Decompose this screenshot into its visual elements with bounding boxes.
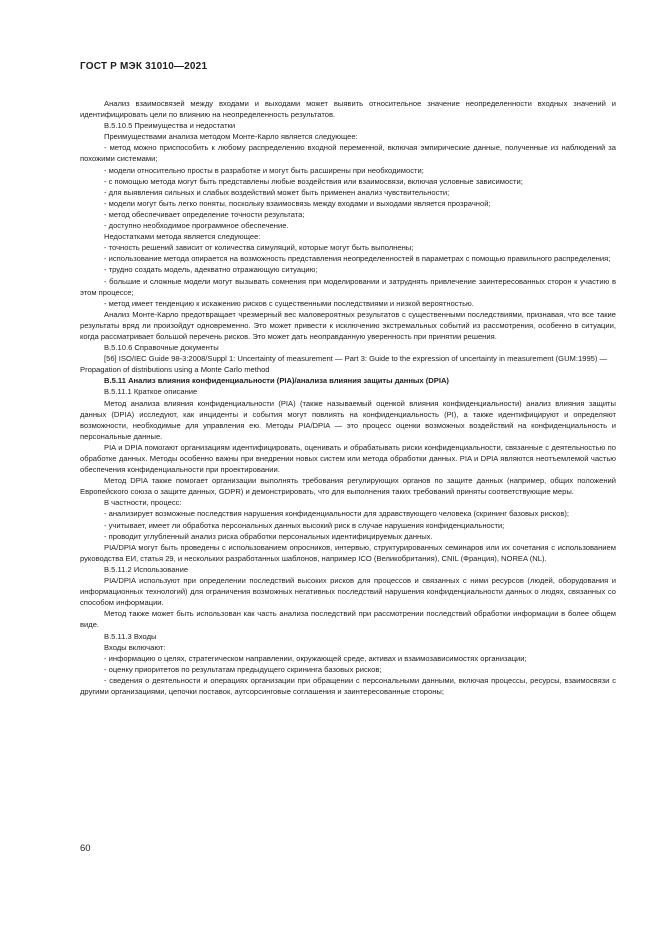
list-item: - метод обеспечивает определение точности результата; [104, 209, 305, 219]
section-heading: В.5.11 Анализ влияния конфиденциальности (PIA)/анализа влияния защиты данных (DPIA) [104, 376, 449, 386]
list-item: - информацию о целях, стратегическом направлении, окружающей среде, активах и взаимозависимостях организации; [104, 653, 527, 663]
paragraph: Анализ Монте-Карло предотвращает чрезмерный вес маловероятных результатов с существенными последствиями, признавая, что все такие результаты вряд ли произойдут одновременно. Это может привести к исключению экстремальных событий из рассмотрения, особенно в ситуации, когда рассматривает большой перечень рисков. Это может дать неоправданную уверенность при принятии решения. [80, 309, 616, 341]
list-item: - точность решений зависит от количества симуляций, которые могут быть выполнены; [104, 243, 414, 253]
list-item: - использование метода опирается на возможность представления неопределенностей в параметрах с помощью правильного распределения; [104, 254, 611, 264]
paragraph: Метод также может быть использован как часть анализа последствий при рассмотрении последствий обработки информации в более общем виде. [80, 609, 616, 630]
paragraph: Преимуществами анализа методом Монте-Карло является следующее: [104, 132, 358, 142]
subsection-heading: В.5.10.5 Преимущества и недостатки [104, 121, 236, 131]
paragraph: Входы включают: [104, 642, 166, 652]
paragraph: Анализ взаимосвязей между входами и выходами может выявить относительное значение неопределенности входных значений и идентифицировать цели по влиянию на неопределенность результатов. [80, 99, 616, 120]
list-item: - оценку приоритетов по результатам предыдущего скрининга базовых рисков; [104, 664, 382, 674]
document-header: ГОСТ Р МЭК 31010—2021 [80, 61, 208, 72]
page-number: 60 [80, 843, 91, 854]
list-item: - модели относительно просты в разработке и могут быть расширены при необходимости; [104, 165, 424, 175]
list-item: - метод можно приспособить к любому распределению входной переменной, включая эмпирические данные, полученные из наблюдений за похожими системами; [80, 143, 616, 164]
list-item: - доступно необходимое программное обеспечение. [104, 221, 289, 231]
list-item: - большие и сложные модели могут вызывать сомнения при моделировании и затруднять привлечение заинтересованных сторон к участию в этом процессе; [80, 276, 616, 297]
subsection-heading: В.5.10.6 Справочные документы [104, 343, 219, 353]
list-item: - трудно создать модель, адекватно отражающую ситуацию; [104, 265, 318, 275]
paragraph: PIA/DPIA могут быть проведены с использованием опросников, интервью, структурированных семинаров или их сочетания с использованием руководства ЕИ, статья 29, и нескольких разработанных шаблонов, например ICO (Великобритания), CNIL (Франция), NOREA (NL). [80, 542, 616, 563]
list-item: - модели могут быть легко поняты, поскольку взаимосвязь между входами и выходами является прозрачной; [104, 198, 491, 208]
paragraph: PIA и DPIA помогают организациям идентифицировать, оценивать и обрабатывать риски конфиденциальности, связанные с деятельностью по обработке данных. Методы особенно важны при внедрении новых систем или метода обработки данных. PIA и DPIA являются неотъемлемой частью обеспечения конфиденциальности при проектировании. [80, 442, 616, 475]
list-item: - метод имеет тенденцию к искажению рисков с существенными последствиями и низкой вероятностью. [104, 298, 474, 308]
paragraph: PIA/DPIA используют при определении последствий высоких рисков для процессов и связанных с ними ресурсов (людей, оборудования и информационных технологий) для ограничения возможных негативных последствий нарушения конфиденциальности данных о людях, связанных со способом информации. [80, 576, 616, 608]
paragraph: В частности, процесс: [104, 498, 182, 508]
list-item: - сведения о деятельности и операциях организации при обращении с персональными данными, включая процессы, ресурсы, взаимосвязи с другими организациями, цепочки поставок, аутсорсинговые соглашения и заинтересованные стороны; [80, 675, 616, 696]
subsection-heading: В.5.11.1 Краткое описание [104, 387, 198, 397]
list-item: - проводит углубленный анализ риска обработки персональных идентифицируемых данных. [104, 531, 433, 541]
list-item: - для выявления сильных и слабых воздействий может быть применен анализ чувствительности; [104, 187, 450, 197]
list-item: - анализирует возможные последствия нарушения конфиденциальности для здравствующего человека (скрининг базовых рисков); [104, 509, 569, 519]
list-item: - учитывает, имеет ли обработка персональных данных высокий риск в случае нарушения конфиденциальности; [104, 520, 505, 530]
reference-entry: [56] ISO/IEC Guide 98-3:2008/Suppl 1: Uncertainty of measurement — Part 3: Guide to the expression of uncertainty in measurement (GUM:1995) — Propagation of distributions using a Monte Carlo method [80, 354, 608, 375]
paragraph: Метод анализа влияния конфиденциальности (PIA) (также называемый оценкой влияния конфиденциальности) анализ влияния защиты данных (DPIA) исследуют, как инциденты и события могут повлиять на конфиденциальность (PI), а также идентифицируют и определяют возможности, необходимые для управления ею. Методы PIA/DPIA — это процесс оценки возможных воздействий на конфиденциальность и персональные данные. [80, 398, 616, 441]
subsection-heading: В.5.11.3 Входы [104, 631, 157, 641]
subsection-heading: В.5.11.2 Использование [104, 564, 189, 574]
paragraph: Недостатками метода является следующее: [104, 232, 261, 242]
list-item: - с помощью метода могут быть представлены любые воздействия или взаимосвязи, включая условные зависимости; [104, 176, 523, 186]
paragraph: Метод DPIA также помогает организации выполнять требования регулирующих органов по защите данных (например, общих положений Европейского союза о защите данных, GDPR) и демонстрировать, что для выполнения таких требований приняты соответствующие меры. [80, 476, 616, 497]
document-body [80, 98, 616, 697]
